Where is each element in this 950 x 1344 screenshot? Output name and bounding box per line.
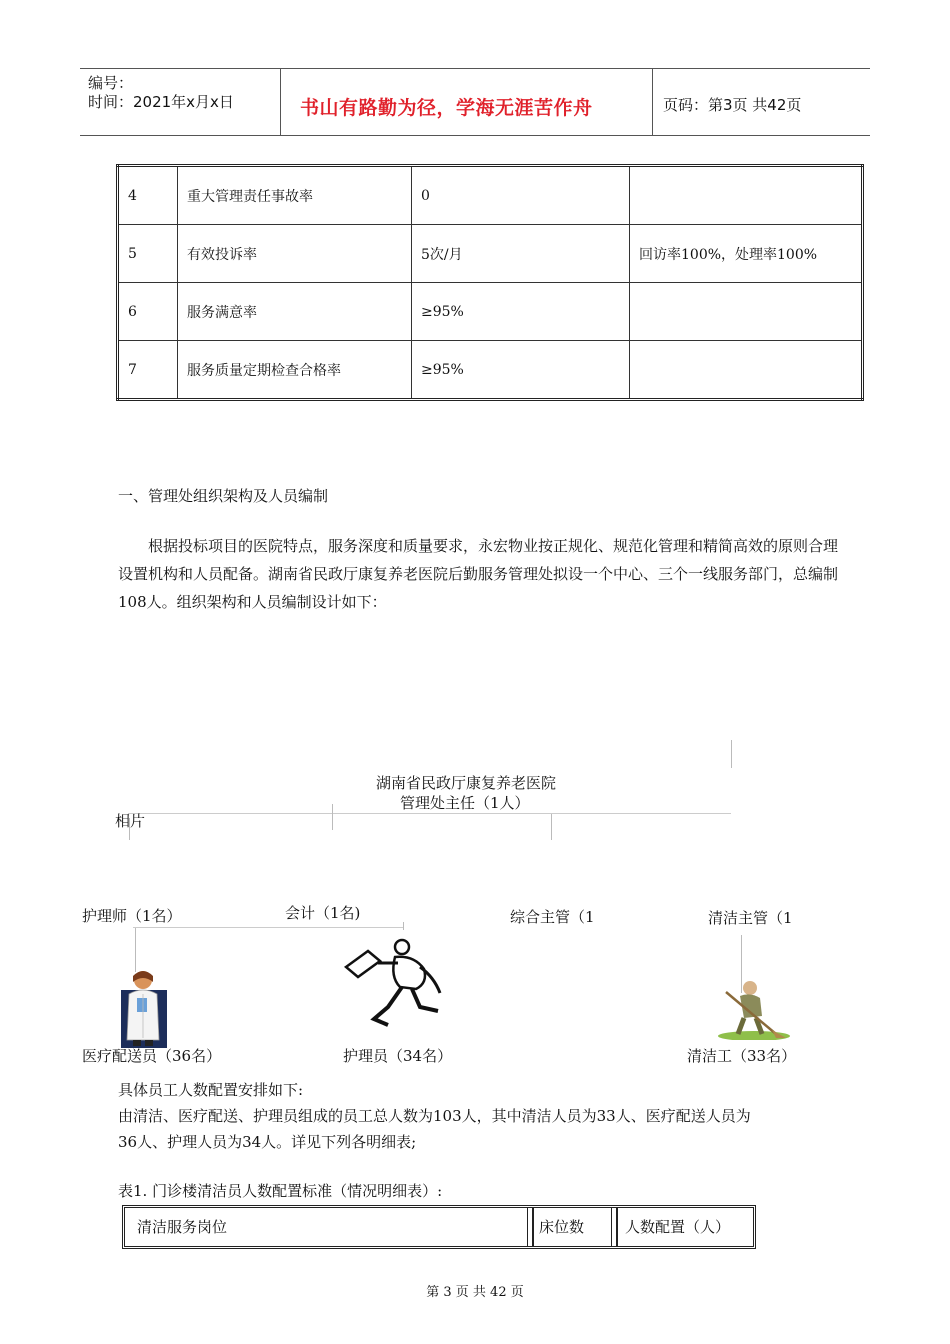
runner-clipart-icon [340, 937, 450, 1032]
header-bottom-rule [80, 135, 870, 136]
kpi-value: 0 [412, 166, 630, 225]
sweeper-clipart-icon [716, 978, 792, 1040]
doc-number-label: 编号： [88, 74, 134, 92]
kpi-item: 服务满意率 [178, 283, 412, 341]
table1 [122, 1205, 756, 1249]
table-row [118, 283, 863, 341]
org-top-title: 湖南省民政厅康复养老医院 [376, 774, 557, 792]
staffing-line-2: 由清洁、医疗配送、护理员组成的员工总人数为103人，其中清洁人员为33人、医疗配送人员为 [118, 1107, 751, 1125]
photo-label: 相片 [115, 812, 146, 830]
page-indicator: 页码：第3页 共42页 [663, 96, 802, 114]
header-divider-right [652, 68, 653, 136]
section-paragraph: 根据投标项目的医院特点，服务深度和质量要求，永宏物业按正规化、规范化管理和精简高效的原则合理设置机构和人员配备。湖南省民政厅康复养老医院后勤服务管理处拟设一个中心、三个一线服务部门，总编制108人。组织架构和人员编制设计如下： [118, 537, 839, 611]
org-cleaning-supervisor: 清洁主管（1 [708, 909, 793, 927]
org-caregivers: 护理员（34名） [343, 1047, 453, 1065]
org-nurse-head: 护理师（1名） [82, 907, 182, 925]
connector-line [551, 814, 552, 840]
table1-divider [527, 1208, 534, 1246]
table1-header-post: 清洁服务岗位 [137, 1218, 228, 1236]
kpi-no: 4 [118, 166, 178, 225]
kpi-table [116, 164, 864, 401]
kpi-item: 服务质量定期检查合格率 [178, 341, 412, 400]
org-general-supervisor: 综合主管（1 [510, 908, 595, 926]
kpi-no: 6 [118, 283, 178, 341]
table1-header-beds: 床位数 [539, 1218, 585, 1236]
org-medical-delivery: 医疗配送员（36名） [82, 1047, 222, 1065]
table-row [118, 341, 863, 400]
kpi-note [630, 283, 863, 341]
org-top-director: 管理处主任（1人） [400, 794, 530, 812]
header-motto: 书山有路勤为径，学海无涯苦作舟 [300, 97, 593, 119]
kpi-no: 5 [118, 225, 178, 283]
header-top-rule [80, 68, 870, 69]
staffing-line-3: 36人、护理人员为34人。详见下列各明细表; [118, 1133, 417, 1151]
table-row [118, 166, 863, 225]
page-footer: 第 3 页 共 42 页 [426, 1285, 524, 1300]
kpi-note: 回访率100%，处理率100% [630, 225, 863, 283]
connector-line [731, 740, 732, 768]
header-divider-left [280, 68, 281, 136]
org-accountant: 会计（1名) [285, 904, 361, 922]
kpi-item: 有效投诉率 [178, 225, 412, 283]
kpi-value: ≥95% [412, 341, 630, 400]
connector-line [128, 813, 731, 814]
kpi-no: 7 [118, 341, 178, 400]
doc-time-label: 时间：2021年x月x日 [88, 93, 234, 111]
kpi-note [630, 341, 863, 400]
connector-line [403, 922, 404, 930]
kpi-value: ≥95% [412, 283, 630, 341]
staffing-line-1: 具体员工人数配置安排如下: [118, 1081, 304, 1099]
table1-divider [611, 1208, 618, 1246]
table-row [118, 225, 863, 283]
connector-line [135, 928, 136, 972]
doctor-clipart-icon [115, 968, 171, 1048]
connector-line [133, 927, 403, 928]
section-heading: 一、管理处组织架构及人员编制 [118, 487, 329, 505]
kpi-value: 5次/月 [412, 225, 630, 283]
kpi-note [630, 166, 863, 225]
connector-line [332, 804, 333, 830]
kpi-item: 重大管理责任事故率 [178, 166, 412, 225]
table1-header-staff: 人数配置（人） [625, 1218, 731, 1236]
org-cleaners: 清洁工（33名） [687, 1047, 797, 1065]
table1-caption: 表1. 门诊楼清洁员人数配置标准（情况明细表）: [118, 1182, 443, 1200]
